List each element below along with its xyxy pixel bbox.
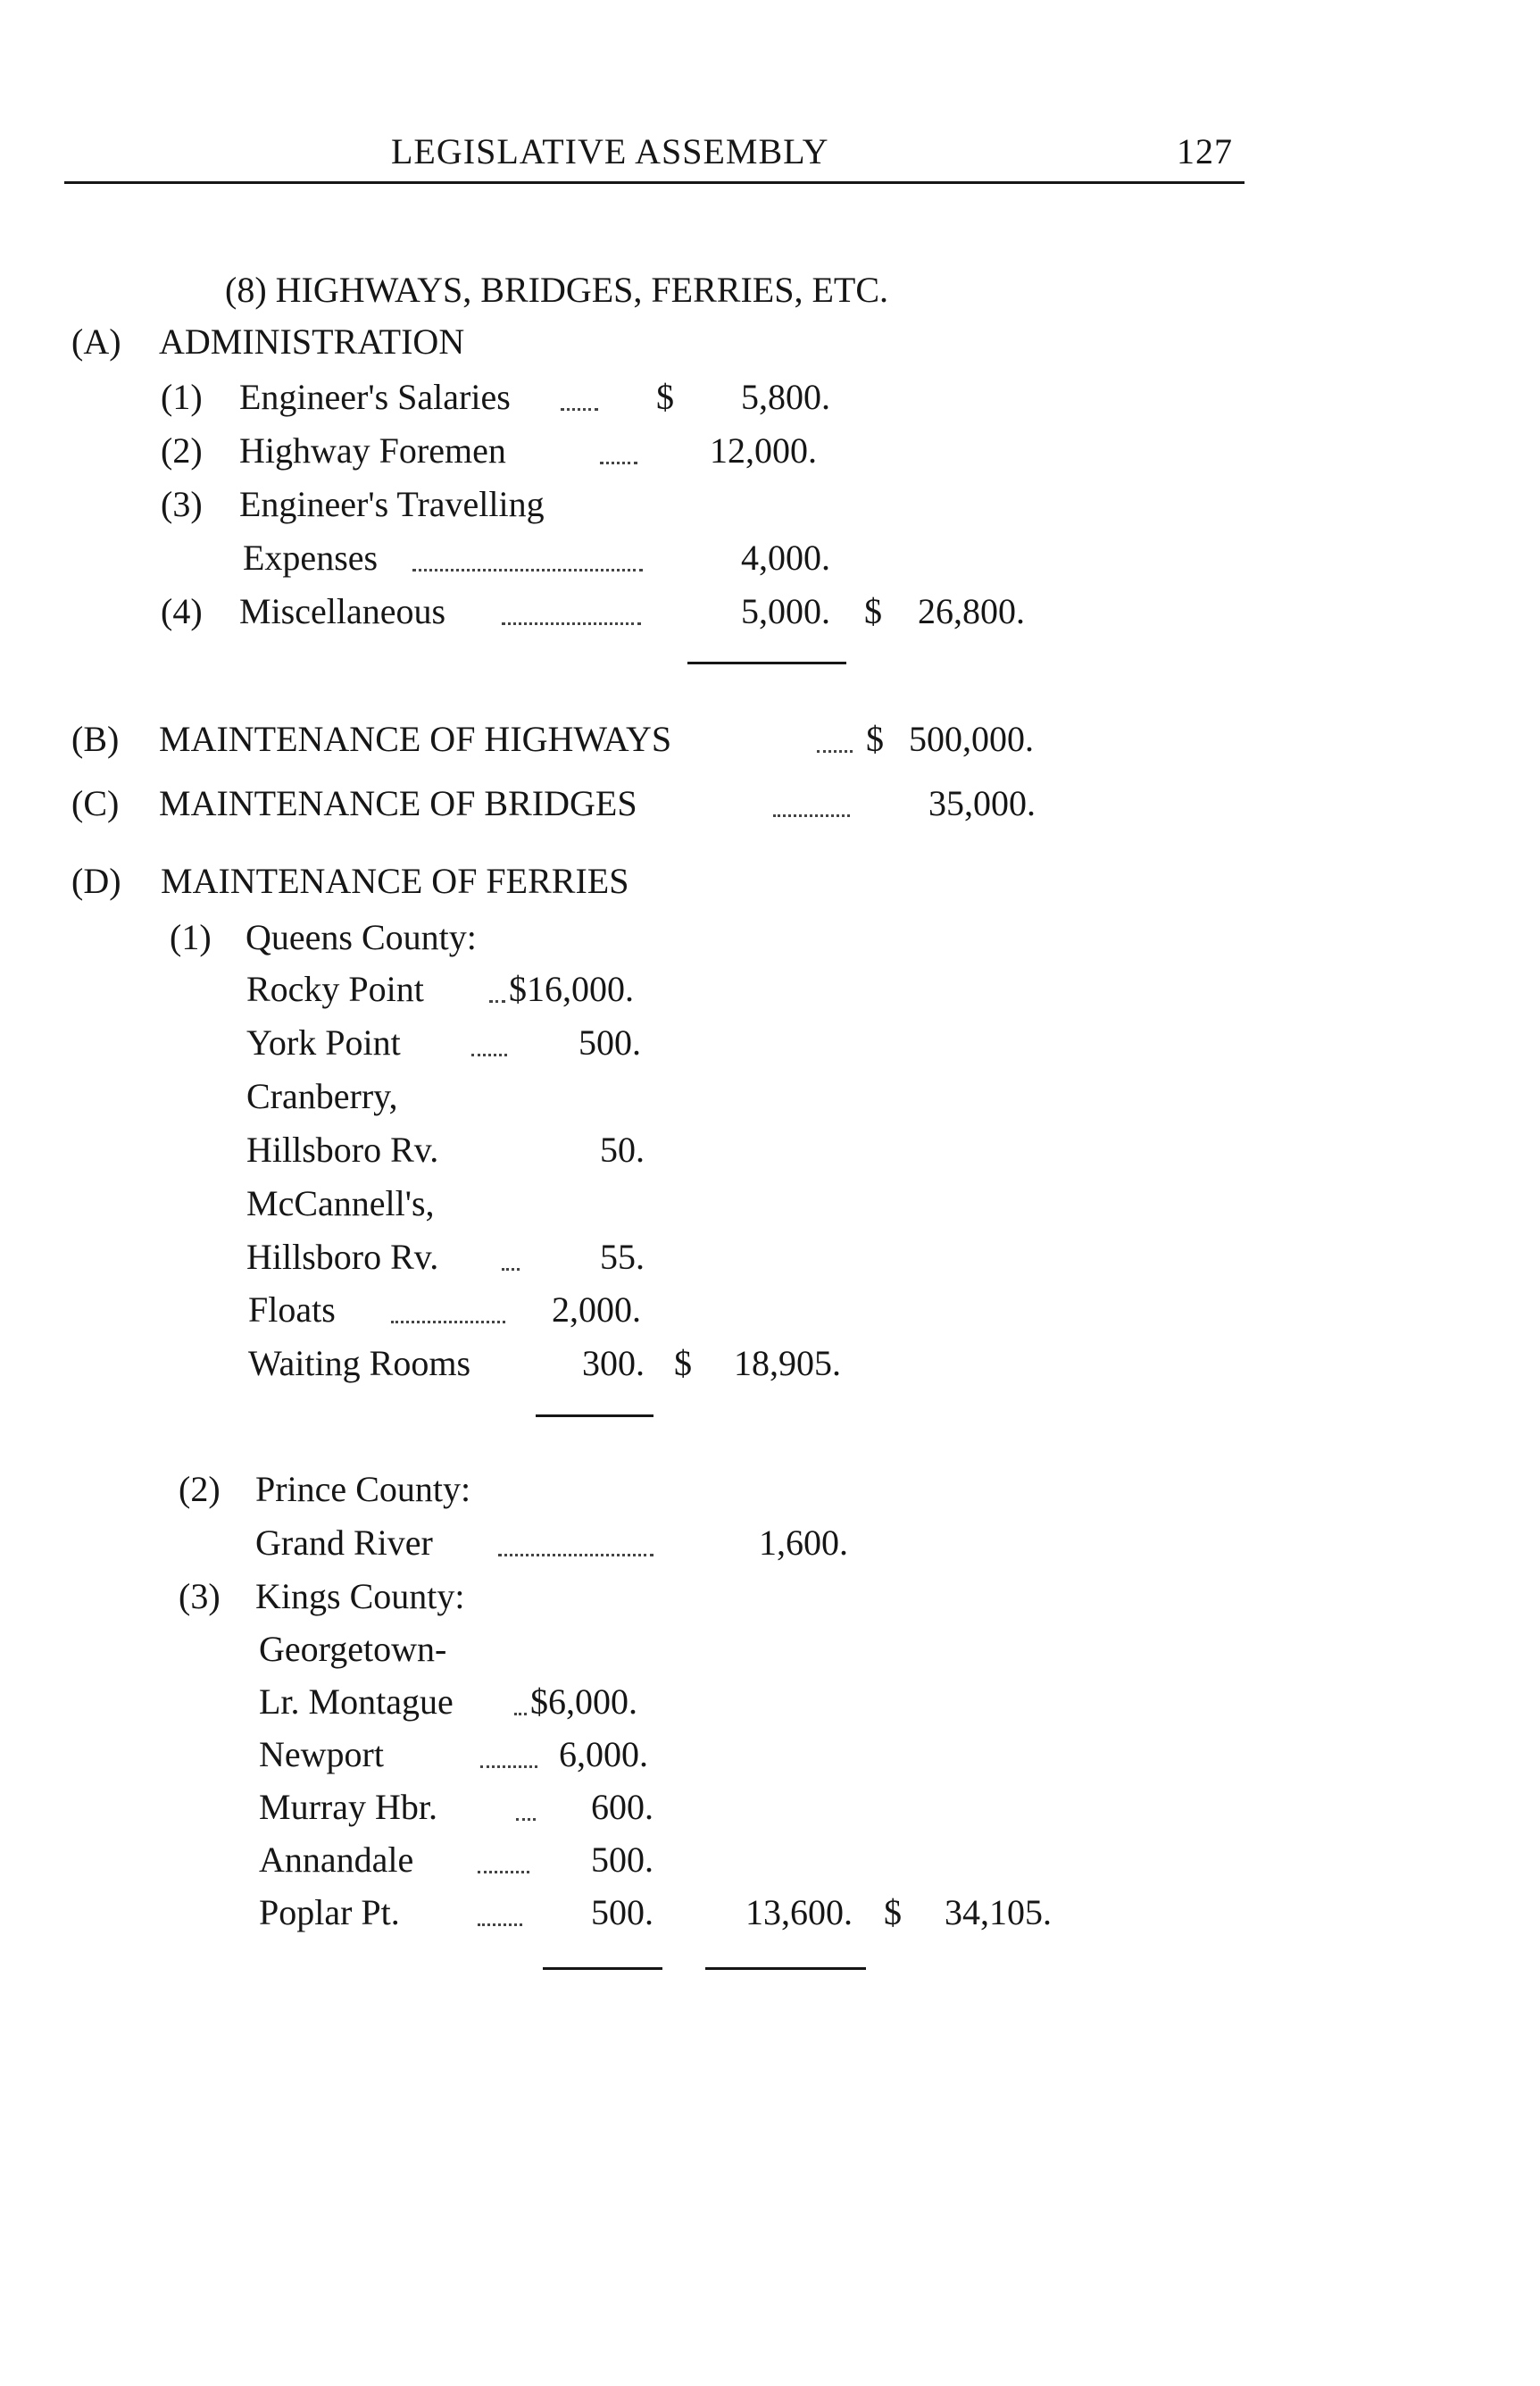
queens-row-name: Cranberry, <box>246 1076 398 1116</box>
dot-leader <box>516 1818 536 1821</box>
page-number: 127 <box>1177 131 1233 171</box>
admin-item-2-amount: 12,000. <box>710 430 817 471</box>
kings-row-amount: 6,000. <box>559 1734 648 1774</box>
dot-leader <box>391 1321 505 1323</box>
prince-subtotal: 1,600. <box>759 1523 848 1563</box>
ferries-total: 34,105. <box>945 1892 1052 1932</box>
subtotal-rule <box>543 1967 662 1970</box>
admin-item-4-num: (4) <box>161 591 203 631</box>
admin-item-1-dollar: $ <box>656 377 674 417</box>
queens-row-amount: $16,000. <box>509 969 634 1009</box>
queens-row-name: Floats <box>248 1289 336 1330</box>
admin-item-2-num: (2) <box>161 430 203 471</box>
subsection-c-label: (C) <box>71 783 120 823</box>
dot-leader <box>817 750 853 753</box>
dot-leader <box>489 1000 505 1003</box>
subsection-b-amount: 500,000. <box>909 719 1034 759</box>
subsection-d-title: MAINTENANCE OF FERRIES <box>161 861 629 901</box>
dot-leader <box>561 408 598 411</box>
subsection-b-label: (B) <box>71 719 120 759</box>
kings-row-amount: $6,000. <box>530 1681 637 1722</box>
dot-leader <box>502 622 641 625</box>
admin-item-4-text: Miscellaneous <box>239 591 446 631</box>
subsection-a-title: ADMINISTRATION <box>159 321 465 362</box>
subsection-c-title: MAINTENANCE OF BRIDGES <box>159 783 637 823</box>
prince-title: Prince County: <box>255 1469 471 1509</box>
prince-row-name: Grand River <box>255 1523 433 1563</box>
kings-row-amount: 500. <box>591 1840 653 1880</box>
queens-row-name: York Point <box>246 1022 401 1063</box>
queens-row-amount: 500. <box>579 1022 641 1063</box>
queens-row-amount: 2,000. <box>552 1289 641 1330</box>
kings-row-name: Newport <box>259 1734 384 1774</box>
queens-row-name: McCannell's, <box>246 1183 435 1223</box>
subsection-b-title: MAINTENANCE OF HIGHWAYS <box>159 719 672 759</box>
queens-row-name: Rocky Point <box>246 969 424 1009</box>
queens-row-amount: 50. <box>600 1130 645 1170</box>
kings-row-name: Georgetown- <box>259 1629 447 1669</box>
queens-subtotal: 18,905. <box>734 1343 841 1383</box>
dot-leader <box>480 1765 537 1768</box>
subtotal-rule <box>536 1414 653 1417</box>
kings-row-name: Murray Hbr. <box>259 1787 437 1827</box>
admin-item-1-text: Engineer's Salaries <box>239 377 511 417</box>
dot-leader <box>514 1713 527 1715</box>
queens-row-name: Hillsboro Rv. <box>246 1130 439 1170</box>
section-heading: (8) HIGHWAYS, BRIDGES, FERRIES, ETC. <box>225 270 889 310</box>
queens-num: (1) <box>170 917 212 957</box>
subsection-b-dollar: $ <box>866 719 884 759</box>
admin-total: 26,800. <box>918 591 1025 631</box>
admin-total-dollar: $ <box>864 591 882 631</box>
admin-item-4-amount: 5,000. <box>741 591 830 631</box>
ferries-total-dollar: $ <box>884 1892 902 1932</box>
kings-title: Kings County: <box>255 1576 465 1616</box>
queens-subtotal-dollar: $ <box>674 1343 692 1383</box>
subsection-c-amount: 35,000. <box>928 783 1036 823</box>
admin-item-2-text: Highway Foremen <box>239 430 506 471</box>
kings-row-name: Poplar Pt. <box>259 1892 400 1932</box>
subtotal-rule <box>705 1967 866 1970</box>
dot-leader <box>412 569 643 571</box>
dot-leader <box>478 1923 522 1926</box>
admin-item-1-num: (1) <box>161 377 203 417</box>
queens-title: Queens County: <box>246 917 477 957</box>
queens-row-name: Hillsboro Rv. <box>246 1237 439 1277</box>
dot-leader <box>502 1268 520 1271</box>
subtotal-rule <box>687 662 846 664</box>
subsection-a-label: (A) <box>71 321 121 362</box>
admin-item-3-text: Engineer's Travelling <box>239 484 545 524</box>
admin-item-3-text-cont: Expenses <box>243 538 379 578</box>
prince-num: (2) <box>179 1469 221 1509</box>
dot-leader <box>773 814 850 817</box>
dot-leader <box>471 1054 507 1056</box>
dot-leader <box>478 1871 529 1873</box>
queens-row-amount: 55. <box>600 1237 645 1277</box>
kings-row-name: Lr. Montague <box>259 1681 454 1722</box>
kings-row-amount: 600. <box>591 1787 653 1827</box>
admin-item-3-num: (3) <box>161 484 203 524</box>
running-header-title: LEGISLATIVE ASSEMBLY <box>391 131 829 171</box>
dot-leader <box>498 1554 653 1556</box>
admin-item-1-amount: 5,800. <box>741 377 830 417</box>
header-rule <box>64 181 1244 184</box>
dot-leader <box>600 462 637 464</box>
kings-num: (3) <box>179 1576 221 1616</box>
kings-row-amount: 500. <box>591 1892 653 1932</box>
subsection-d-label: (D) <box>71 861 121 901</box>
admin-item-3-amount: 4,000. <box>741 538 830 578</box>
queens-row-amount: 300. <box>582 1343 645 1383</box>
kings-row-name: Annandale <box>259 1840 414 1880</box>
queens-row-name: Waiting Rooms <box>248 1343 471 1383</box>
kings-subtotal: 13,600. <box>745 1892 853 1932</box>
